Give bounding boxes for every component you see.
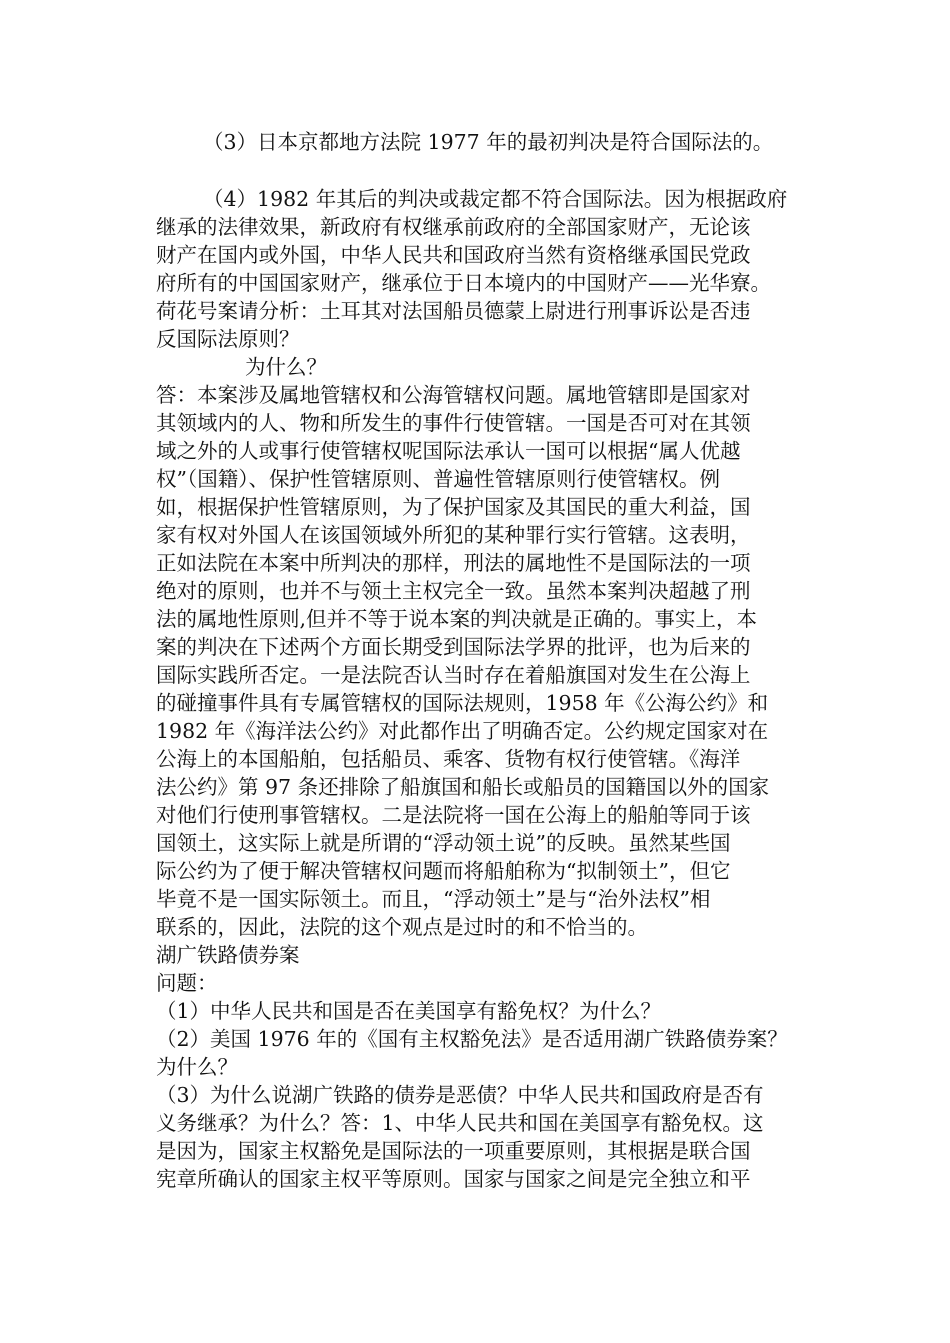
text-line: 府所有的中国国家财产，继承位于日本境内的中国财产——光华寮。 xyxy=(156,271,771,295)
text-line: 国领土，这实际上就是所谓的“浮动领土说”的反映。虽然某些国 xyxy=(156,831,731,855)
text-line: 荷花号案请分析：土耳其对法国船员德蒙上尉进行刑事诉讼是否违 xyxy=(156,299,751,323)
text-line: 权”（国籍）、保护性管辖原则、普遍性管辖原则行使管辖权。例 xyxy=(156,467,720,491)
text-line: （4）1982 年其后的判决或裁定都不符合国际法。因为根据政府 xyxy=(203,187,788,211)
text-line: 际公约为了便于解决管辖权问题而将船舶称为“拟制领土”，但它 xyxy=(156,859,731,883)
text-line: 绝对的原则，也并不与领土主权完全一致。虽然本案判决超越了刑 xyxy=(156,579,751,603)
text-line: 宪章所确认的国家主权平等原则。国家与国家之间是完全独立和平 xyxy=(156,1167,751,1191)
text-line: 法的属地性原则,但并不等于说本案的判决就是正确的。事实上，本 xyxy=(156,607,758,631)
section-heading: 湖广铁路债券案 xyxy=(156,943,300,967)
text-line: 是因为，国家主权豁免是国际法的一项重要原则，其根据是联合国 xyxy=(156,1139,751,1163)
text-line: 财产在国内或外国，中华人民共和国政府当然有资格继承国民党政 xyxy=(156,243,751,267)
text-line: 的碰撞事件具有专属管辖权的国际法规则，1958 年《公海公约》和 xyxy=(156,691,769,715)
text-line: 答：本案涉及属地管辖权和公海管辖权问题。属地管辖即是国家对 xyxy=(156,383,751,407)
text-line: （3）日本京都地方法院 1977 年的最初判决是符合国际法的。 xyxy=(203,130,774,154)
text-line: 为什么？ xyxy=(156,1055,238,1079)
text-line: 公海上的本国船舶，包括船员、乘客、货物有权行使管辖。《海洋 xyxy=(156,747,741,771)
text-line: 法公约》第 97 条还排除了船旗国和船长或船员的国籍国以外的国家 xyxy=(156,775,770,799)
text-line: 域之外的人或事行使管辖权呢国际法承认一国可以根据“属人优越 xyxy=(156,439,741,463)
text-line: 1982 年《海洋法公约》对此都作出了明确否定。公约规定国家对在 xyxy=(156,719,769,743)
text-line: 如，根据保护性管辖原则，为了保护国家及其国民的重大利益，国 xyxy=(156,495,751,519)
text-line: 义务继承？为什么？答：1、中华人民共和国在美国享有豁免权。这 xyxy=(156,1111,764,1135)
question-item: （2）美国 1976 年的《国有主权豁免法》是否适用湖广铁路债券案？ xyxy=(156,1027,788,1051)
text-line: 案的判决在下述两个方面长期受到国际法学界的批评，也为后来的 xyxy=(156,635,751,659)
text-line: 问题： xyxy=(156,971,218,995)
text-line: 为什么？ xyxy=(245,355,327,379)
text-line: 其领域内的人、物和所发生的事件行使管辖。一国是否可对在其领 xyxy=(156,411,751,435)
text-line: 继承的法律效果，新政府有权继承前政府的全部国家财产，无论该 xyxy=(156,215,751,239)
question-item: （3）为什么说湖广铁路的债券是恶债？中华人民共和国政府是否有 xyxy=(156,1083,764,1107)
text-line: 国际实践所否定。一是法院否认当时存在着船旗国对发生在公海上 xyxy=(156,663,751,687)
text-line: 反国际法原则？ xyxy=(156,327,300,351)
text-line: 家有权对外国人在该国领域外所犯的某种罪行实行管辖。这表明， xyxy=(156,523,751,547)
question-item: （1）中华人民共和国是否在美国享有豁免权？为什么？ xyxy=(156,999,662,1023)
text-line: 正如法院在本案中所判决的那样，刑法的属地性不是国际法的一项 xyxy=(156,551,751,575)
text-line: 联系的，因此，法院的这个观点是过时的和不恰当的。 xyxy=(156,915,648,939)
text-line: 对他们行使刑事管辖权。二是法院将一国在公海上的船舶等同于该 xyxy=(156,803,751,827)
text-line: 毕竟不是一国实际领土。而且，“浮动领土”是与“治外法权”相 xyxy=(156,887,711,911)
